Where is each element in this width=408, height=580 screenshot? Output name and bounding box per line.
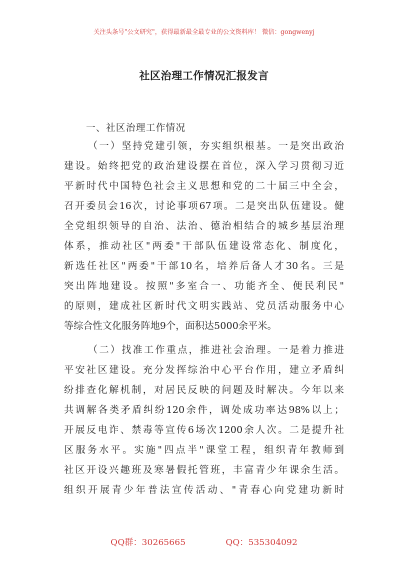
paragraph-line: 组织开展青少年普法宣传活动、"青春心向党建功新时 <box>64 485 344 496</box>
qq-group-label: QQ群：30265665 <box>110 538 186 548</box>
paragraph-line: 平新时代中国特色社会主义思想和党的二十届三中全会， <box>64 181 344 192</box>
paragraph-line: 新选任社区"两委"干部10名，培养后备人才30名。三是 <box>64 261 344 272</box>
paragraph-line: （一）坚持党建引领，夯实组织根基。一是突出政治 <box>88 141 344 152</box>
paragraph-line: 开展反电诈、禁毒等宣传6场次1200余人次。二是提升社 <box>64 425 344 436</box>
paragraph-line: 召开委员会16次，讨论事项67项。二是突出队伍建设。健 <box>64 201 344 212</box>
paragraph-line: 等综合性文化服务阵地9个，面积达5000余平米。 <box>64 321 277 332</box>
paragraph-line: 全党组织领导的自治、法治、德治相结合的城乡基层治理 <box>64 221 344 232</box>
paragraph-line: 的原则，建成社区新时代文明实践站、党员活动服务中心 <box>64 301 344 312</box>
paragraph-line: （二）找准工作重点，推进社会治理。一是着力推进 <box>88 345 344 356</box>
paragraph-line: 共调解各类矛盾纠纷120余件，调处成功率达98%以上； <box>64 405 344 416</box>
document-title: 社区治理工作情况汇报发言 <box>139 70 269 82</box>
paragraph-line: 社区开设兴趣班及寒暑假托管班，丰富青少年课余生活。 <box>64 465 344 476</box>
promo-banner: 关注头条号"公文研究"，获得最新最全最专业的公文资料库！ 微信：gongwenyj <box>93 29 315 36</box>
paragraph-line: 平安社区建设。充分发挥综治中心平台作用，建立矛盾纠 <box>64 365 344 376</box>
section-heading: 一、社区治理工作情况 <box>86 123 186 134</box>
paragraph-line: 纷排查化解机制，对居民反映的问题及时解决。今年以来 <box>64 385 344 396</box>
paragraph-line: 建设。始终把党的政治建设摆在首位，深入学习贯彻习近 <box>64 161 344 172</box>
paragraph-line: 体系，推动社区"两委"干部队伍建设常态化、制度化， <box>64 241 344 252</box>
paragraph-line: 突出阵地建设。按照"多室合一、功能齐全、便民利民" <box>64 281 344 292</box>
contact-footer <box>0 536 408 548</box>
qq-contact-label: QQ：535304092 <box>225 538 298 548</box>
paragraph-line: 区服务水平。实施"四点半"课堂工程，组织青年教师到 <box>64 445 344 456</box>
